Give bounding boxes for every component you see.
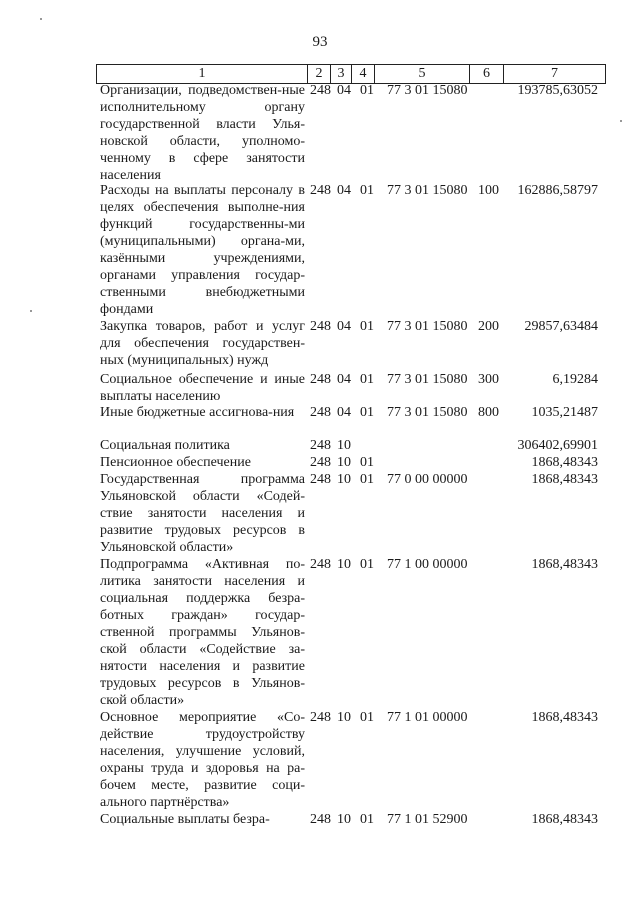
- row-amount: 162886,58797: [517, 183, 598, 198]
- code-section: 04: [337, 372, 351, 387]
- code-grbs: 248: [310, 557, 331, 572]
- code-expense-type: 100: [478, 183, 499, 198]
- code-target-article: 77 3 01 15080: [387, 319, 468, 334]
- code-expense-type: 300: [478, 372, 499, 387]
- row-amount: 1035,21487: [531, 405, 598, 420]
- row-description: Государственная программа Ульяновской области «Содей-ствие занятости населения и развитие трудовых ресурсов в Ульяновской области»: [100, 472, 305, 555]
- code-section: 10: [337, 455, 351, 470]
- row-amount: 193785,63052: [517, 83, 598, 98]
- code-section: 10: [337, 557, 351, 572]
- row-description: Организации, подведомствен-ные исполнительному органу государственной власти Улья-новской области, уполномо-ченному в сфере занятости населения: [100, 83, 305, 183]
- code-section: 10: [337, 812, 351, 827]
- code-expense-type: 200: [478, 319, 499, 334]
- code-grbs: 248: [310, 472, 331, 487]
- code-subsection: 01: [360, 710, 374, 725]
- row-amount: 1868,48343: [531, 557, 598, 572]
- code-subsection: 01: [360, 405, 374, 420]
- code-subsection: 01: [360, 812, 374, 827]
- row-amount: 1868,48343: [531, 472, 598, 487]
- code-grbs: 248: [310, 83, 331, 98]
- scan-speck: [40, 18, 42, 20]
- header-col-2: 2: [307, 65, 330, 83]
- page-number: 93: [312, 34, 328, 50]
- scan-speck: [620, 120, 622, 122]
- code-grbs: 248: [310, 438, 331, 453]
- code-target-article: 77 0 00 00000: [387, 472, 468, 487]
- table-row: [100, 318, 610, 369]
- table-row: [100, 454, 610, 471]
- code-grbs: 248: [310, 372, 331, 387]
- row-description: Подпрограмма «Активная по-литика занятости населения и социальная поддержка безра-ботных граждан» государ-ственной программы Ульянов-ской области «Содействие за-нятости населения и развитие трудовых ресурсов в Ульянов-ской области»: [100, 557, 305, 708]
- row-description: Социальная политика: [100, 438, 230, 453]
- code-target-article: 77 3 01 15080: [387, 372, 468, 387]
- code-section: 04: [337, 319, 351, 334]
- row-description: Пенсионное обеспечение: [100, 455, 251, 470]
- table-row: [100, 182, 610, 318]
- row-description: Социальные выплаты безра-: [100, 812, 270, 827]
- code-grbs: 248: [310, 710, 331, 725]
- code-section: 04: [337, 183, 351, 198]
- row-amount: 306402,69901: [517, 438, 598, 453]
- code-grbs: 248: [310, 405, 331, 420]
- row-description: Социальное обеспечение и иные выплаты населению: [100, 372, 305, 404]
- code-section: 10: [337, 472, 351, 487]
- row-description: Основное мероприятие «Со-действие трудоустройству населения, улучшение условий, охраны труда и здоровья на ра-бочем месте, развитие соци-ального партнёрства»: [100, 710, 305, 810]
- code-grbs: 248: [310, 319, 331, 334]
- row-amount: 1868,48343: [531, 710, 598, 725]
- table-row: [100, 371, 610, 405]
- code-expense-type: 800: [478, 405, 499, 420]
- code-subsection: 01: [360, 557, 374, 572]
- code-grbs: 248: [310, 455, 331, 470]
- code-subsection: 01: [360, 455, 374, 470]
- code-subsection: 01: [360, 372, 374, 387]
- table-row: [100, 404, 610, 421]
- header-col-7: 7: [503, 65, 605, 83]
- code-target-article: 77 1 01 52900: [387, 812, 468, 827]
- row-description: Расходы на выплаты персоналу в целях обеспечения выполне-ния функций государственны-ми (муниципальными) органа-ми, казёнными учреждениями, органами управления государ-ственными внебюджетными фондами: [100, 183, 305, 317]
- table-row: [100, 709, 610, 811]
- code-subsection: 01: [360, 83, 374, 98]
- table-row: [100, 811, 610, 828]
- code-target-article: 77 3 01 15080: [387, 83, 468, 98]
- table-header: [96, 64, 606, 84]
- row-description: Закупка товаров, работ и услуг для обеспечения государствен-ных (муниципальных) нужд: [100, 319, 305, 368]
- code-subsection: 01: [360, 472, 374, 487]
- code-target-article: 77 3 01 15080: [387, 183, 468, 198]
- table-row: [100, 82, 610, 184]
- code-grbs: 248: [310, 183, 331, 198]
- table-row: [100, 471, 610, 556]
- table-row: [100, 556, 610, 709]
- row-amount: 29857,63484: [524, 319, 598, 334]
- header-col-6: 6: [469, 65, 503, 83]
- code-target-article: 77 3 01 15080: [387, 405, 468, 420]
- row-amount: 1868,48343: [531, 455, 598, 470]
- row-amount: 1868,48343: [531, 812, 598, 827]
- code-subsection: 01: [360, 183, 374, 198]
- table-row: [100, 437, 610, 454]
- row-amount: 6,19284: [552, 372, 598, 387]
- code-section: 04: [337, 405, 351, 420]
- row-description: Иные бюджетные ассигнова-ния: [100, 405, 295, 420]
- code-section: 04: [337, 83, 351, 98]
- code-target-article: 77 1 00 00000: [387, 557, 468, 572]
- scan-speck: [30, 310, 32, 312]
- header-col-5: 5: [374, 65, 469, 83]
- code-subsection: 01: [360, 319, 374, 334]
- code-section: 10: [337, 710, 351, 725]
- code-grbs: 248: [310, 812, 331, 827]
- header-col-3: 3: [330, 65, 351, 83]
- code-section: 10: [337, 438, 351, 453]
- header-col-4: 4: [351, 65, 374, 83]
- code-target-article: 77 1 01 00000: [387, 710, 468, 725]
- header-col-1: 1: [198, 66, 206, 81]
